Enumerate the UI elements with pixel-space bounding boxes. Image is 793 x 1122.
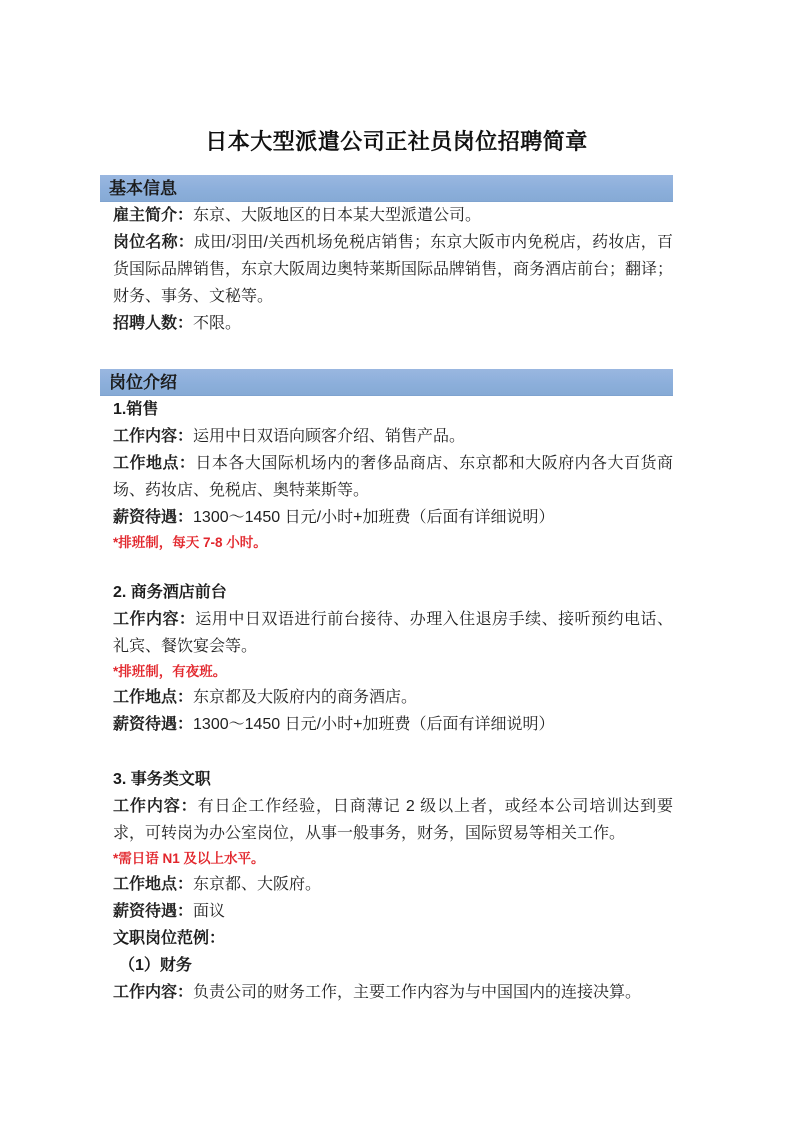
job2-content-label: 工作内容： (113, 611, 196, 628)
job2-salary-label: 薪资待遇： (113, 716, 194, 733)
job2-content-row (100, 606, 673, 660)
job3-location-row (100, 871, 673, 898)
job3-location-value: 东京都、大阪府。 (193, 876, 322, 893)
job2-salary-value: 1300～1450 日元/小时+加班费（后面有详细说明） (193, 716, 555, 733)
job1-block (100, 396, 673, 555)
job3-content-label: 工作内容： (113, 798, 198, 815)
employer-intro-row (100, 202, 673, 229)
job3-location-label: 工作地点： (113, 876, 194, 893)
job3-example1-title: （1）财务 (119, 957, 192, 974)
job3-example1-content-label: 工作内容： (113, 984, 194, 1001)
job3-salary-label: 薪资待遇： (113, 903, 194, 920)
job3-salary-value: 面议 (193, 903, 226, 920)
job3-block (100, 766, 673, 1006)
headcount-value: 不限。 (193, 315, 242, 332)
job3-example1-content-value: 负责公司的财务工作，主要工作内容为与中国国内的连接决算。 (193, 984, 642, 1001)
section-header-job-intro (100, 369, 673, 396)
section-header-job-intro-label: 岗位介绍 (109, 373, 177, 392)
position-names-value: 成田/羽田/关西机场免税店销售；东京大阪市内免税店，药妆店，百货国际品牌销售，东京大阪周边奥特莱斯国际品牌销售，商务酒店前台；翻译；财务、事务、文秘等。 (113, 234, 674, 305)
job1-note: *排班制，每天 7-8 小时。 (113, 535, 267, 550)
job2-location-label: 工作地点： (113, 689, 194, 706)
employer-intro-value: 东京、大阪地区的日本某大型派遣公司。 (193, 207, 482, 224)
section-header-basic-info-label: 基本信息 (109, 179, 177, 198)
job2-salary-row (100, 711, 673, 738)
position-names-label: 岗位名称： (113, 234, 195, 251)
job2-location-value: 东京都及大阪府内的商务酒店。 (193, 689, 418, 706)
page-title: 日本大型派遣公司正社员岗位招聘简章 (205, 129, 588, 154)
job1-salary-value: 1300～1450 日元/小时+加班费（后面有详细说明） (193, 509, 555, 526)
job2-note: *排班制，有夜班。 (113, 664, 227, 679)
job1-location-label: 工作地点： (113, 455, 196, 472)
job1-content-value: 运用中日双语向顾客介绍、销售产品。 (193, 428, 466, 445)
job1-content-label: 工作内容： (113, 428, 194, 445)
job3-content-row (100, 793, 673, 847)
job2-block (100, 579, 673, 738)
job3-content-value: 有日企工作经验，日商薄记 2 级以上者，或经本公司培训达到要求，可转岗为办公室岗位，从事一般事务，财务，国际贸易等相关工作。 (113, 798, 673, 842)
job1-salary-row (100, 504, 673, 531)
document-body (100, 175, 673, 1006)
headcount-row (100, 310, 673, 337)
job3-title: 3. 事务类文职 (113, 771, 211, 788)
section-header-basic-info (100, 175, 673, 202)
position-names-row (100, 229, 673, 310)
job2-location-row (100, 684, 673, 711)
job1-title: 1.销售 (113, 401, 159, 418)
job2-title: 2. 商务酒店前台 (113, 584, 227, 601)
job3-examples-heading: 文职岗位范例： (113, 930, 226, 947)
job3-example1-content-row (100, 979, 673, 1006)
job1-location-row (100, 450, 673, 504)
job3-salary-row (100, 898, 673, 925)
job2-content-value: 运用中日双语进行前台接待、办理入住退房手续、接听预约电话、礼宾、餐饮宴会等。 (113, 611, 673, 655)
job1-location-value: 日本各大国际机场内的奢侈品商店、东京都和大阪府内各大百货商场、药妆店、免税店、奥特莱斯等。 (113, 455, 673, 499)
employer-intro-label: 雇主简介： (113, 207, 194, 224)
job1-salary-label: 薪资待遇： (113, 509, 194, 526)
job3-note: *需日语 N1 及以上水平。 (113, 851, 265, 866)
job1-content-row (100, 423, 673, 450)
headcount-label: 招聘人数： (113, 315, 194, 332)
